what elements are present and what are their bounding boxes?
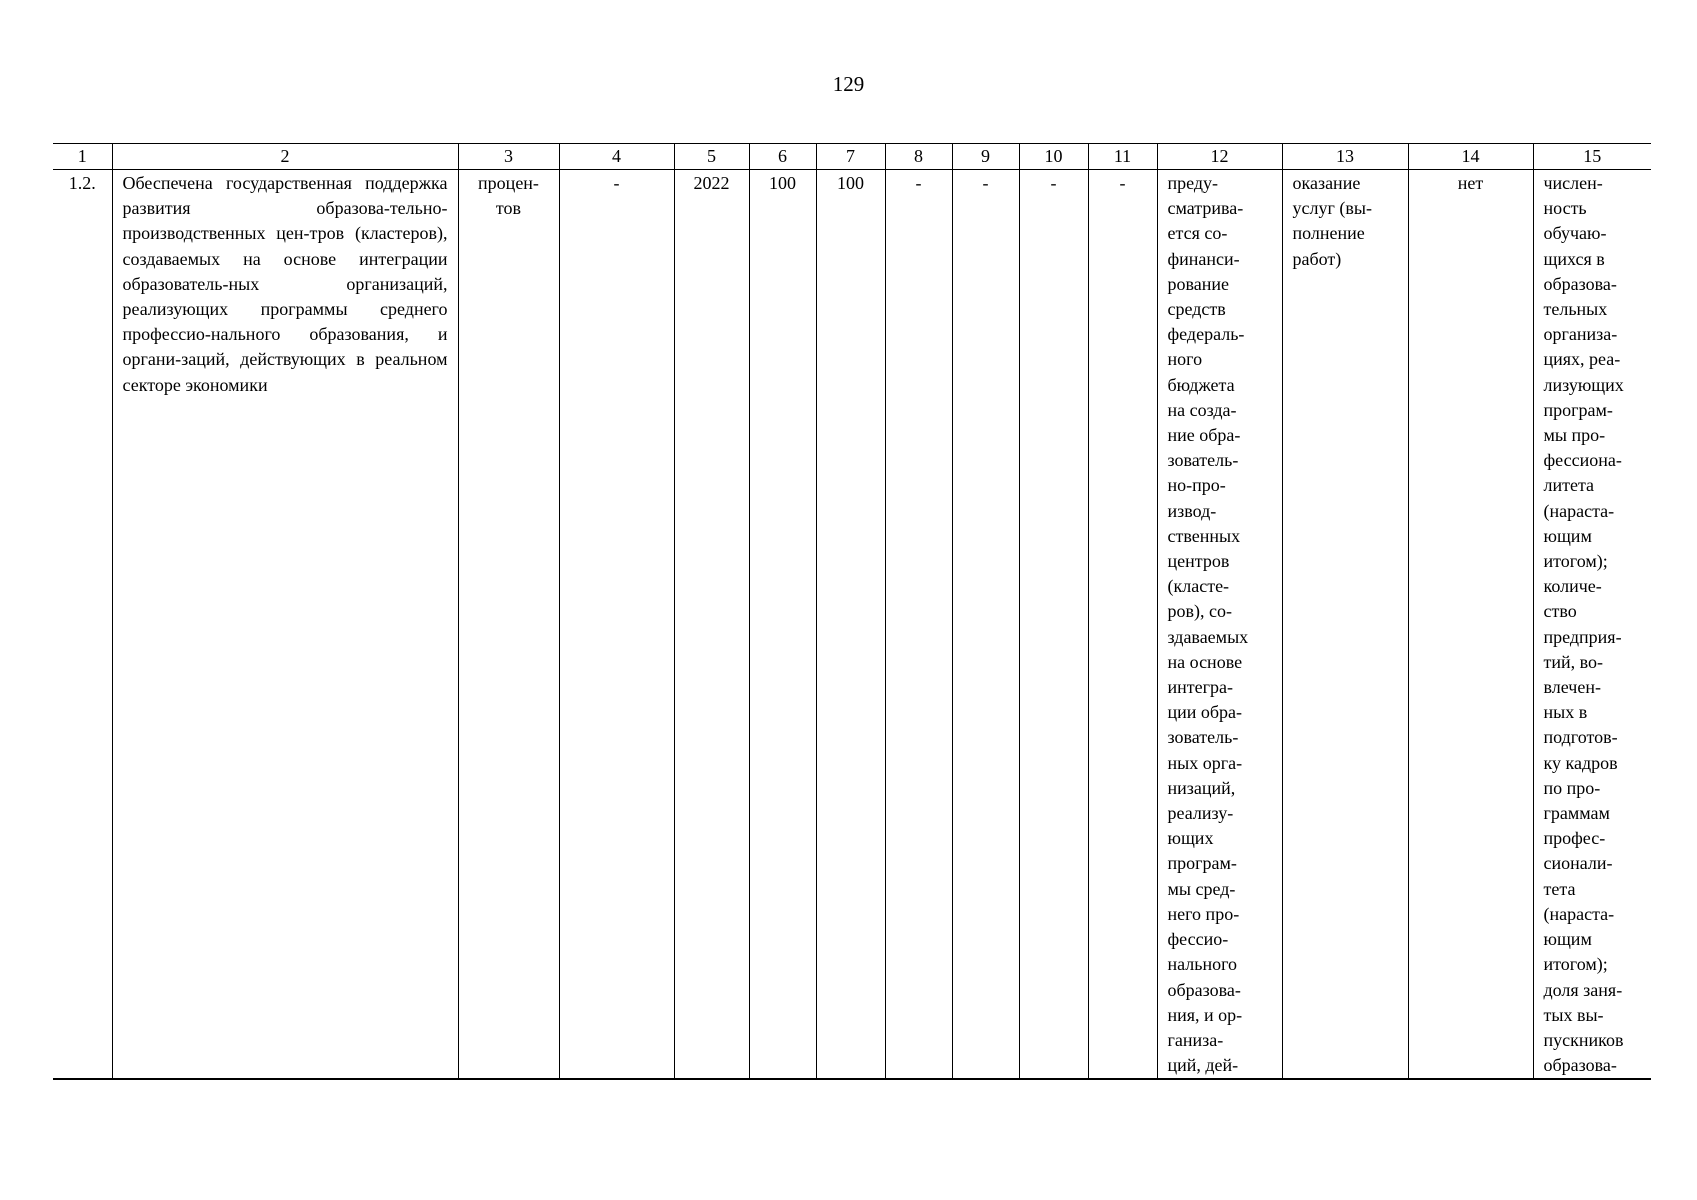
- col-header-3: 3: [458, 144, 559, 170]
- cell-col8: -: [885, 170, 952, 1080]
- cell-unit: процен- тов: [458, 170, 559, 1080]
- col-header-10: 10: [1019, 144, 1088, 170]
- cell-year: 2022: [674, 170, 749, 1080]
- col-header-14: 14: [1408, 144, 1533, 170]
- cell-col9: -: [952, 170, 1019, 1080]
- col-header-9: 9: [952, 144, 1019, 170]
- cell-number: 1.2.: [53, 170, 112, 1080]
- col-header-8: 8: [885, 144, 952, 170]
- col-header-15: 15: [1533, 144, 1651, 170]
- col-header-6: 6: [749, 144, 816, 170]
- col-header-7: 7: [816, 144, 885, 170]
- cell-col10: -: [1019, 170, 1088, 1080]
- cell-characteristic: преду- сматрива- ется со- финанси- рование средств федераль- ного бюджета на созда- ние обра- зователь- но-про- извод- ственных центров (класте- ров), со- здаваемых на основе интегра- ции обра- зователь- ных орга- низаций, реализу- ющих програм- мы сред- него про- фессио- нального образова- ния, и ор- ганиза- ций, дей-: [1157, 170, 1282, 1080]
- col-header-13: 13: [1282, 144, 1408, 170]
- col-header-2: 2: [112, 144, 458, 170]
- cell-col4: -: [559, 170, 674, 1080]
- col-header-5: 5: [674, 144, 749, 170]
- cell-indicators: числен- ность обучаю- щихся в образова- тельных организа- циях, реа- лизующих програм- мы про- фессиона- литета (нараста- ющим итогом); количе- ство предприя- тий, во- влечен- ных в подготов- ку кадров по про- граммам профес- сионали- тета (нараста- ющим итогом); доля заня- тых вы- пускников образова-: [1533, 170, 1651, 1080]
- col-header-1: 1: [53, 144, 112, 170]
- col-header-11: 11: [1088, 144, 1157, 170]
- cell-result-description: Обеспечена государственная поддержка развития образова-тельно-производственных цен-тров (кластеров), создаваемых на основе интеграции образователь-ных организаций, реализующих программы среднего профессио-нального образования, и органи-заций, действующих в реальном секторе экономики: [112, 170, 458, 1080]
- page-number: 129: [832, 72, 865, 96]
- col-header-4: 4: [559, 144, 674, 170]
- table-row: [53, 170, 1651, 1080]
- cell-col11: -: [1088, 170, 1157, 1080]
- cell-type: оказание услуг (вы- полнение работ): [1282, 170, 1408, 1080]
- header-row: [53, 144, 1651, 170]
- cell-col6: 100: [749, 170, 816, 1080]
- col-header-12: 12: [1157, 144, 1282, 170]
- cell-col14: нет: [1408, 170, 1533, 1080]
- data-table: [53, 143, 1651, 1080]
- cell-col7: 100: [816, 170, 885, 1080]
